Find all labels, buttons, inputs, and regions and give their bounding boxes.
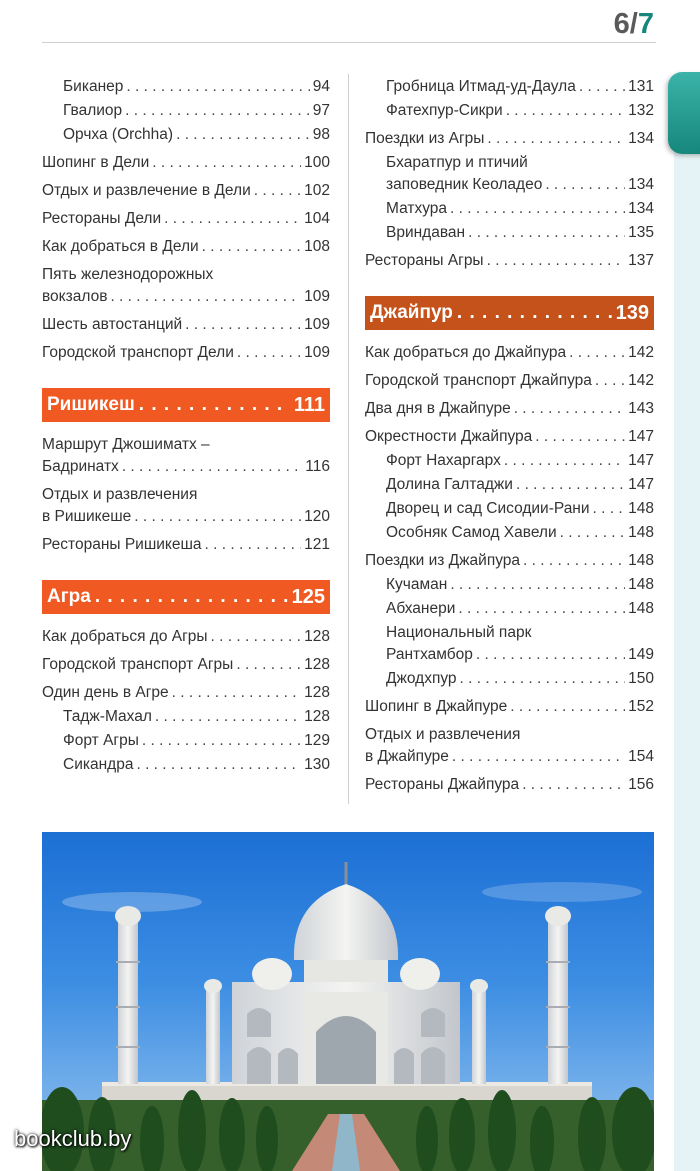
toc-entry-page: 109: [304, 316, 330, 333]
toc-entry[interactable]: [365, 622, 654, 666]
toc-entry-label: Вриндаван: [386, 224, 466, 241]
toc-entry[interactable]: [42, 264, 330, 308]
toc-entry-label: Шопинг в Джайпуре: [365, 698, 508, 715]
toc-entry[interactable]: [365, 498, 654, 520]
toc-entry-label: Поездки из Агры: [365, 130, 485, 147]
toc-entry-label: Два дня в Джайпуре: [365, 400, 511, 417]
toc-entry[interactable]: [365, 474, 654, 496]
toc-entry-label: Кучаман: [386, 576, 448, 593]
toc-entry[interactable]: [365, 696, 654, 718]
toc-entry-page: 152: [628, 698, 654, 715]
toc-entry-page: 143: [628, 400, 654, 417]
toc-entry-label: в Джайпуре: [365, 748, 449, 765]
dot-leader: [152, 152, 301, 174]
toc-entry[interactable]: [42, 682, 330, 704]
page-indicator: [614, 8, 654, 41]
toc-entry[interactable]: [42, 208, 330, 230]
toc-entry-page: 148: [628, 576, 654, 593]
toc-entry[interactable]: [365, 128, 654, 150]
toc-entry-page: 148: [628, 524, 654, 541]
toc-entry-label: заповедник Кеоладео: [386, 176, 543, 193]
toc-entry-page: 142: [628, 372, 654, 389]
toc-entry-page: 97: [312, 102, 330, 119]
toc-entry[interactable]: [42, 314, 330, 336]
toc-entry-page: 147: [628, 452, 654, 469]
dot-leader: [125, 100, 310, 122]
toc-entry-label: Форт Агры: [63, 732, 139, 749]
toc-entry[interactable]: [42, 180, 330, 202]
section-page: 111: [293, 393, 325, 416]
dot-leader: [487, 250, 626, 272]
dot-leader: [579, 76, 625, 98]
toc-entry-label: Отдых и развлечение в Дели: [42, 182, 251, 199]
toc-entry-page: 129: [304, 732, 330, 749]
toc-entry[interactable]: [365, 250, 654, 272]
dot-leader: [522, 774, 625, 796]
dot-leader: [164, 208, 301, 230]
dot-leader: [452, 746, 625, 768]
dot-leader: [237, 342, 301, 364]
toc-entry[interactable]: [365, 724, 654, 768]
toc-entry-label-line1: Отдых и развлечения: [365, 726, 521, 743]
dot-leader: [205, 534, 302, 556]
dot-leader: [176, 124, 310, 146]
toc-entry-page: 104: [304, 210, 330, 227]
toc-entry-label: Гвалиор: [63, 102, 123, 119]
toc-entry-page: 134: [628, 176, 654, 193]
toc-entry[interactable]: [365, 222, 654, 244]
toc-entry-label: Особняк Самод Хавели: [386, 524, 557, 541]
toc-entry-label: Тадж-Махал: [63, 708, 152, 725]
dot-leader: [545, 174, 625, 196]
dot-leader: [122, 456, 302, 478]
dot-leader: [172, 682, 301, 704]
dot-leader: [110, 286, 301, 308]
toc-entry-page: 148: [628, 500, 654, 517]
toc-entry-label: Биканер: [63, 78, 124, 95]
toc-entry-page: 94: [312, 78, 330, 95]
toc-entry-label: Поездки из Джайпура: [365, 552, 521, 569]
toc-entry[interactable]: [42, 654, 330, 676]
toc-entry-page: 128: [304, 628, 330, 645]
toc-entry-page: 131: [628, 78, 654, 95]
dot-leader: [514, 398, 625, 420]
toc-entry-page: 148: [628, 600, 654, 617]
section-title: Джайпур: [370, 302, 453, 323]
section-page: 139: [615, 301, 649, 324]
toc-entry-page: 108: [304, 238, 330, 255]
dot-leader: [134, 506, 301, 528]
toc-entry-label: Бадринатх: [42, 458, 119, 475]
taj-mahal-photo: [42, 832, 654, 1171]
toc-entry[interactable]: [365, 550, 654, 572]
toc-entry-label: Джодхпур: [386, 670, 457, 687]
toc-entry-page: 120: [304, 508, 330, 525]
toc-entry[interactable]: [42, 730, 330, 752]
toc-entry-label: Рестораны Дели: [42, 210, 162, 227]
toc-entry[interactable]: [42, 152, 330, 174]
toc-entry[interactable]: [365, 450, 654, 472]
toc-entry-label: Дворец и сад Сисодии-Рани: [386, 500, 590, 517]
bookmark-tab[interactable]: [668, 72, 700, 154]
toc-entry-page: 135: [628, 224, 654, 241]
header-rule: [42, 42, 656, 43]
toc-entry-label: Сикандра: [63, 756, 134, 773]
dot-leader: [569, 342, 625, 364]
dot-leader: [185, 314, 301, 336]
toc-entry-page: 134: [628, 130, 654, 147]
toc-entry[interactable]: [42, 484, 330, 528]
toc-entry-label: Гробница Итмад-уд-Даула: [386, 78, 576, 95]
toc-entry-page: 132: [628, 102, 654, 119]
dot-leader: [211, 626, 302, 648]
toc-entry-label: Форт Нахаргарх: [386, 452, 501, 469]
toc-entry-label-line1: Бхаратпур и птичий: [386, 154, 528, 171]
toc-left-column: [42, 74, 330, 776]
column-divider: [348, 74, 349, 804]
toc-entry-label: Городской транспорт Джайпура: [365, 372, 592, 389]
toc-entry-page: 154: [628, 748, 654, 765]
dot-leader: [236, 654, 301, 676]
toc-entry-label: Как добраться до Агры: [42, 628, 208, 645]
toc-entry-page: 142: [628, 344, 654, 361]
toc-entry-page: 147: [628, 476, 654, 493]
section-jaipur[interactable]: [365, 296, 654, 330]
section-agra[interactable]: [42, 580, 330, 614]
dot-leader: [155, 706, 301, 728]
toc-entry-label: Орчха (Orchha): [63, 126, 174, 143]
toc-entry[interactable]: [365, 100, 654, 122]
toc-entry-page: 156: [628, 776, 654, 793]
toc-entry-label: Один день в Агре: [42, 684, 169, 701]
toc-entry-page: 150: [628, 670, 654, 687]
toc-entry[interactable]: [42, 754, 330, 776]
dot-leader: [504, 450, 625, 472]
toc-entry[interactable]: [42, 124, 330, 146]
watermark: bookclub.by: [14, 1126, 132, 1151]
dot-leader: [595, 370, 625, 392]
toc-entry-page: 134: [628, 200, 654, 217]
toc-entry-label: вокзалов: [42, 288, 108, 305]
toc-entry[interactable]: [365, 342, 654, 364]
section-page: 125: [291, 585, 325, 608]
toc-entry[interactable]: [42, 706, 330, 728]
page-separator: /: [629, 8, 638, 40]
dot-leader: [136, 754, 301, 776]
toc-entry-page: 121: [304, 536, 330, 553]
toc-entry-label: Матхура: [386, 200, 448, 217]
toc-entry-label: Долина Галтаджи: [386, 476, 513, 493]
toc-entry-page: 100: [304, 154, 330, 171]
dot-leader: [254, 180, 301, 202]
toc-entry-label-line1: Пять железнодорожных: [42, 266, 214, 283]
toc-entry-page: 98: [312, 126, 330, 143]
toc-entry-page: 128: [304, 684, 330, 701]
toc-entry[interactable]: [365, 370, 654, 392]
section-title: Ришикеш: [47, 394, 135, 415]
side-strip: [674, 85, 700, 1171]
toc-entry-label: Рестораны Джайпура: [365, 776, 520, 793]
toc-entry-label-line1: Отдых и развлечения: [42, 486, 198, 503]
toc-entry[interactable]: [42, 100, 330, 122]
page-total: 7: [637, 8, 654, 40]
dot-leader: [126, 76, 309, 98]
dot-leader: [202, 236, 301, 258]
toc-entry[interactable]: [42, 236, 330, 258]
toc-entry-label: Шесть автостанций: [42, 316, 183, 333]
toc-entry[interactable]: [42, 434, 330, 478]
toc-entry[interactable]: [42, 342, 330, 364]
toc-right-column: [365, 74, 654, 796]
dot-leader: [476, 644, 625, 666]
toc-entry[interactable]: [365, 668, 654, 690]
toc-entry-page: 147: [628, 428, 654, 445]
page-current: 6: [613, 8, 630, 40]
toc-entry[interactable]: [365, 574, 654, 596]
section-rishikesh[interactable]: [42, 388, 330, 422]
toc-entry[interactable]: [365, 398, 654, 420]
toc-entry[interactable]: [365, 774, 654, 796]
dot-leader: [142, 730, 301, 752]
dot-leader: [468, 222, 625, 244]
toc-entry-label: Рестораны Ришикеша: [42, 536, 202, 553]
section-title: Агра: [47, 586, 91, 607]
dot-leader: [458, 598, 625, 620]
toc-entry-label: Абханери: [386, 600, 456, 617]
toc-entry-label: Фатехпур-Сикри: [386, 102, 503, 119]
dot-leader: [560, 522, 626, 544]
toc-entry-label: в Ришикеше: [42, 508, 132, 525]
toc-entry-page: 109: [304, 288, 330, 305]
toc-entry-label-line1: Маршрут Джошиматх –: [42, 436, 210, 453]
toc-entry-label-line1: Национальный парк: [386, 624, 532, 641]
dot-leader: [506, 100, 625, 122]
toc-entry[interactable]: [42, 626, 330, 648]
toc-entry-page: 102: [304, 182, 330, 199]
toc-entry[interactable]: [365, 152, 654, 196]
dot-leader: [593, 498, 626, 520]
dot-leader: [516, 474, 625, 496]
toc-entry[interactable]: [42, 76, 330, 98]
toc-entry[interactable]: [365, 198, 654, 220]
toc-entry-label: Городской транспорт Дели: [42, 344, 234, 361]
dot-leader: [535, 426, 625, 448]
toc-entry-page: 149: [628, 646, 654, 663]
dot-leader: [487, 128, 625, 150]
toc-entry-label: Шопинг в Дели: [42, 154, 150, 171]
toc-entry[interactable]: [365, 522, 654, 544]
toc-entry-label: Как добраться до Джайпура: [365, 344, 567, 361]
dot-leader: [510, 696, 625, 718]
dot-leader: [523, 550, 625, 572]
dot-leader: [460, 668, 626, 690]
toc-entry-page: 137: [628, 252, 654, 269]
toc-entry-label: Рестораны Агры: [365, 252, 484, 269]
toc-entry-label: Окрестности Джайпура: [365, 428, 533, 445]
toc-entry-page: 128: [304, 708, 330, 725]
toc-entry[interactable]: [365, 76, 654, 98]
dot-leader: [450, 574, 625, 596]
toc-entry-page: 128: [304, 656, 330, 673]
toc-entry[interactable]: [365, 426, 654, 448]
toc-entry-page: 109: [304, 344, 330, 361]
toc-entry-page: 116: [305, 458, 330, 475]
toc-entry-label: Как добраться в Дели: [42, 238, 199, 255]
toc-entry-label: Городской транспорт Агры: [42, 656, 234, 673]
dot-leader: [450, 198, 625, 220]
toc-entry-label: Рантхамбор: [386, 646, 473, 663]
toc-entry-page: 130: [304, 756, 330, 773]
toc-entry-page: 148: [628, 552, 654, 569]
toc-entry[interactable]: [42, 534, 330, 556]
toc-entry[interactable]: [365, 598, 654, 620]
taj-mahal-illustration: [42, 832, 654, 1171]
